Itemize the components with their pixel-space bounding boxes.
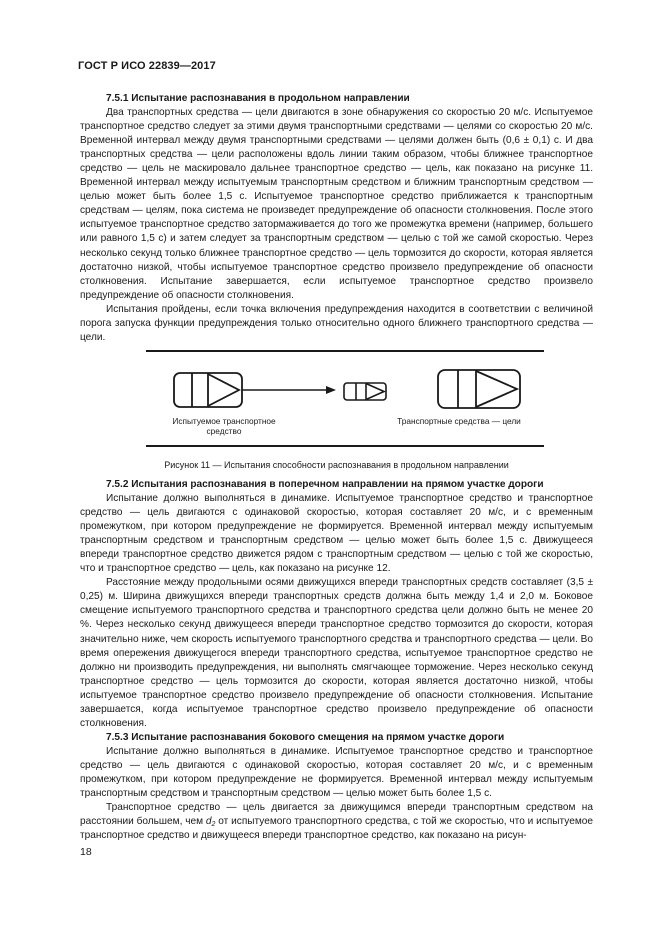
near-target-vehicle-icon <box>344 383 386 400</box>
text-fragment: от испытуемого транспортного средства, с той же скоростью, что и испытуемое транспортное средство и движущееся впереди транспортное средство, как показано на рисун- <box>80 816 593 842</box>
paragraph: Испытания пройдены, если точка включения предупреждения находится в соответствии с величиной порога запуска функции предупреждения только относительно одного ближнего транспортного средства — цели. <box>80 303 593 343</box>
figure-caption: Рисунок 11 — Испытания способности распознавания в продольном направлении <box>164 460 509 470</box>
far-target-vehicle-icon <box>438 370 520 408</box>
subject-vehicle-icon <box>174 373 242 407</box>
paragraph-with-variable <box>80 801 593 843</box>
page-number: 18 <box>80 846 92 858</box>
subject-vehicle-label: Испытуемое транспортное средство <box>172 416 276 436</box>
standard-header: ГОСТ Р ИСО 22839—2017 <box>78 60 216 72</box>
figure-11 <box>146 348 544 450</box>
paragraph: Испытание должно выполняться в динамике. Испытуемое транспортное средство и транспортное средство — цель двигаются с одинаковой скоростью, которая составляет 20 м/с, и с временным промежутком, при котором предупреждение не формируется. Временной интервал между испытуемым транспортным средством и транспортным средством — целью может быть более 1,5 с. <box>80 745 593 800</box>
arrow-icon <box>242 386 336 394</box>
section-heading-7-5-2: 7.5.2 Испытания распознавания в поперечном направлении на прямом участке дороги <box>106 479 544 490</box>
paragraph: Расстояние между продольными осями движущихся впереди транспортных средств составляет (3,5 ± 0,25) м. Ширина движущихся впереди транспортных средств должна быть между 1,4 и 2,0 м. Боковое смещение испытуемого транспортного средства и транспортного средства цели должно быть не менее 20 %. Через несколько секунд движущееся впереди транспортное средство тормозится до скорости, которая значительно ниже, чем скорость испытуемого транспортного средства и транспортного средства — цели. Во время опережения движущегося впереди транспортного средства, испытуемое транспортное средство не должно ни производить предупреждения, ни выполнять смягчающее торможение. Через несколько секунд транспортное средство — цель тормозится до скорости, которая является достаточно низкой, чтобы испытуемое транспортное средство произвело предупреждение об опасности столкновения. Испытание завершается, когда испытуемое транспортное средство произвело предупреждение об опасности столкновения. <box>80 577 593 729</box>
paragraph: Два транспортных средства — цели двигаются в зоне обнаружения со скоростью 20 м/с. Испытуемое транспортное средство следует за этими двумя транспортными средствами — целями со скоростью 20 м/с. Временной интервал между двумя транспортными средствами — целями должен быть (0,6 ± 0,1) с. И два транспортных средства — цели расположены вдоль линии таким образом, чтобы ближнее транспортное средство — цель не маскировало дальнее транспортное средство — цель, как показано на рисунке 11. Временной интервал между испытуемым транспортным средством и ближним транспортным средством — целью может быть более 1,5 с. Испытуемое транспортное средство приближается к транспортным средствам — целям, пока система не произведет предупреждение об опасности столкновения. После этого испытуемое транспортное средство затормаживается до того же промежутка времени (например, большего или равного 1,5 с) и затем следует за транспортным средством — целью с той же самой скоростью. Через несколько секунд только ближнее транспортное средство — цель тормозится до скорости, которая является достаточно низкой, чтобы испытуемое транспортное средство произвело предупреждение об опасности столкновения. Испытание завершается, если испытуемое транспортное средство произвело предупреждение об опасности столкновения. <box>80 107 593 301</box>
target-vehicles-label: Транспортные средства — цели <box>397 416 521 426</box>
section-heading-7-5-3: 7.5.3 Испытание распознавания бокового смещения на прямом участке дороги <box>106 731 505 743</box>
sections-7-5-2-and-7-5-3 <box>80 478 593 843</box>
variable-subscript: 2 <box>211 821 216 829</box>
section-7-5-1 <box>80 92 593 345</box>
section-heading-7-5-1: 7.5.1 Испытание распознавания в продольном направлении <box>106 93 410 104</box>
text-fragment: Транспортное средство — цель двигается за движущимся впереди транспортным средством на расстоянии большем, чем <box>80 802 593 828</box>
variable-d: d <box>205 816 212 828</box>
paragraph: Испытание должно выполняться в динамике. Испытуемое транспортное средство и транспортное средство — цель двигаются с одинаковой скоростью, которая составляет 20 м/с, и с временным промежутком, при котором предупреждение не формируется. Временной интервал между испытуемым транспортным средством и транспортным средством — целью может быть более 1,5 с. Движущееся впереди транспортное средство движется рядом с транспортным средством — целью с той же скоростью, что и транспортное средство — цель, как показано на рисунке 12. <box>80 493 593 575</box>
